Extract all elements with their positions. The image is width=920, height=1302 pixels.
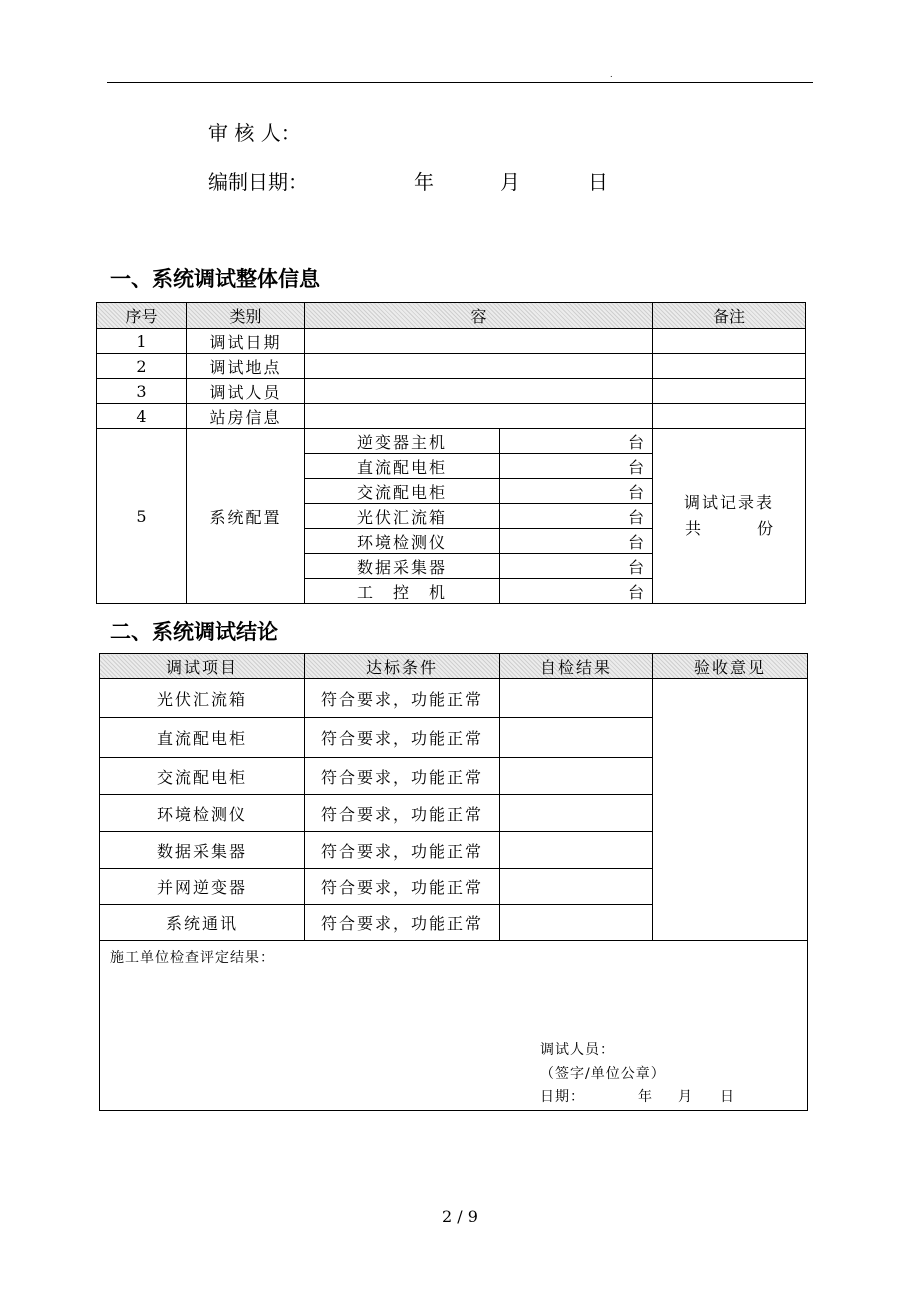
eval-date-day: 日	[720, 1089, 735, 1105]
row-item: 交流配电柜	[100, 758, 305, 795]
eval-date-month: 月	[678, 1089, 693, 1105]
tester-label: 调试人员：	[540, 1042, 615, 1058]
system-info-table	[96, 302, 806, 604]
header-mark: .	[610, 70, 613, 79]
row-item: 系统通讯	[100, 905, 305, 941]
remark-line1: 调试记录表	[684, 493, 775, 512]
row-selfcheck-cell[interactable]	[500, 758, 653, 795]
config-item-name: 逆变器主机	[305, 429, 500, 454]
row-content-cell[interactable]	[305, 354, 653, 379]
config-item-name: 数据采集器	[305, 554, 500, 579]
date-month: 月	[500, 170, 520, 194]
evaluation-cell[interactable]	[100, 941, 808, 1111]
remark-total: 共	[685, 519, 702, 538]
config-item-name: 直流配电柜	[305, 454, 500, 479]
row-no: 1	[97, 329, 187, 354]
config-item-unit[interactable]: 台	[500, 454, 653, 479]
header-cell-condition: 达标条件	[305, 654, 500, 679]
row-condition: 符合要求，功能正常	[305, 905, 500, 941]
table-header-row	[100, 654, 808, 679]
header-cell-acceptance: 验收意见	[653, 654, 808, 679]
row-remark-cell[interactable]	[653, 354, 806, 379]
header-cell-category: 类别	[187, 303, 305, 329]
row-item: 环境检测仪	[100, 795, 305, 832]
row-selfcheck-cell[interactable]	[500, 679, 653, 718]
date-label: 编制日期：	[208, 170, 308, 194]
row-item: 并网逆变器	[100, 869, 305, 905]
row-content-cell[interactable]	[305, 329, 653, 354]
header-cell-selfcheck: 自检结果	[500, 654, 653, 679]
row-selfcheck-cell[interactable]	[500, 795, 653, 832]
config-item-unit[interactable]: 台	[500, 554, 653, 579]
config-category: 系统配置	[187, 429, 305, 604]
config-item-unit[interactable]: 台	[500, 504, 653, 529]
config-row	[97, 429, 806, 454]
row-condition: 符合要求，功能正常	[305, 832, 500, 869]
config-item-unit[interactable]: 台	[500, 429, 653, 454]
config-item-name: 交流配电柜	[305, 479, 500, 504]
row-no: 3	[97, 379, 187, 404]
row-condition: 符合要求，功能正常	[305, 795, 500, 832]
eval-date-label: 日期：	[540, 1089, 585, 1105]
table-row	[97, 404, 806, 429]
header-cell-no: 序号	[97, 303, 187, 329]
table-row	[100, 679, 808, 718]
row-category: 调试人员	[187, 379, 305, 404]
config-item-unit[interactable]: 台	[500, 579, 653, 604]
row-category: 调试日期	[187, 329, 305, 354]
page-number: 2 / 9	[442, 1207, 478, 1226]
remark-line2	[653, 516, 805, 542]
config-item-unit[interactable]: 台	[500, 479, 653, 504]
conclusion-table	[99, 653, 808, 1111]
row-item: 光伏汇流箱	[100, 679, 305, 718]
date-year: 年	[414, 170, 434, 194]
row-no: 2	[97, 354, 187, 379]
config-remark	[653, 429, 806, 604]
remark-copies: 份	[757, 519, 774, 538]
row-category: 调试地点	[187, 354, 305, 379]
row-item: 直流配电柜	[100, 718, 305, 758]
config-item-name: 环境检测仪	[305, 529, 500, 554]
section1-title: 一、系统调试整体信息	[110, 267, 320, 291]
config-item-name: 光伏汇流箱	[305, 504, 500, 529]
table-row	[97, 329, 806, 354]
header-cell-content: 容	[305, 303, 653, 329]
header-cell-item: 调试项目	[100, 654, 305, 679]
row-condition: 符合要求，功能正常	[305, 758, 500, 795]
section2-title: 二、系统调试结论	[110, 620, 278, 644]
evaluation-label: 施工单位检查评定结果：	[110, 950, 275, 966]
row-condition: 符合要求，功能正常	[305, 718, 500, 758]
row-selfcheck-cell[interactable]	[500, 718, 653, 758]
evaluation-row	[100, 941, 808, 1111]
row-remark-cell[interactable]	[653, 379, 806, 404]
sign-note: （签字/单位公章）	[540, 1066, 666, 1082]
row-condition: 符合要求，功能正常	[305, 679, 500, 718]
eval-date-year: 年	[638, 1089, 653, 1105]
config-item-unit[interactable]: 台	[500, 529, 653, 554]
row-selfcheck-cell[interactable]	[500, 832, 653, 869]
row-selfcheck-cell[interactable]	[500, 869, 653, 905]
row-category: 站房信息	[187, 404, 305, 429]
table-row	[97, 354, 806, 379]
header-cell-remark: 备注	[653, 303, 806, 329]
row-remark-cell[interactable]	[653, 404, 806, 429]
reviewer-label: 审 核 人：	[208, 121, 301, 145]
row-remark-cell[interactable]	[653, 329, 806, 354]
row-selfcheck-cell[interactable]	[500, 905, 653, 941]
row-no: 4	[97, 404, 187, 429]
row-content-cell[interactable]	[305, 404, 653, 429]
date-day: 日	[588, 170, 608, 194]
table-row	[97, 379, 806, 404]
row-content-cell[interactable]	[305, 379, 653, 404]
config-no: 5	[97, 429, 187, 604]
acceptance-opinion-cell[interactable]	[653, 679, 808, 941]
row-condition: 符合要求，功能正常	[305, 869, 500, 905]
config-item-name: 工 控 机	[305, 579, 500, 604]
table-header-row	[97, 303, 806, 329]
header-rule	[107, 82, 813, 83]
row-item: 数据采集器	[100, 832, 305, 869]
